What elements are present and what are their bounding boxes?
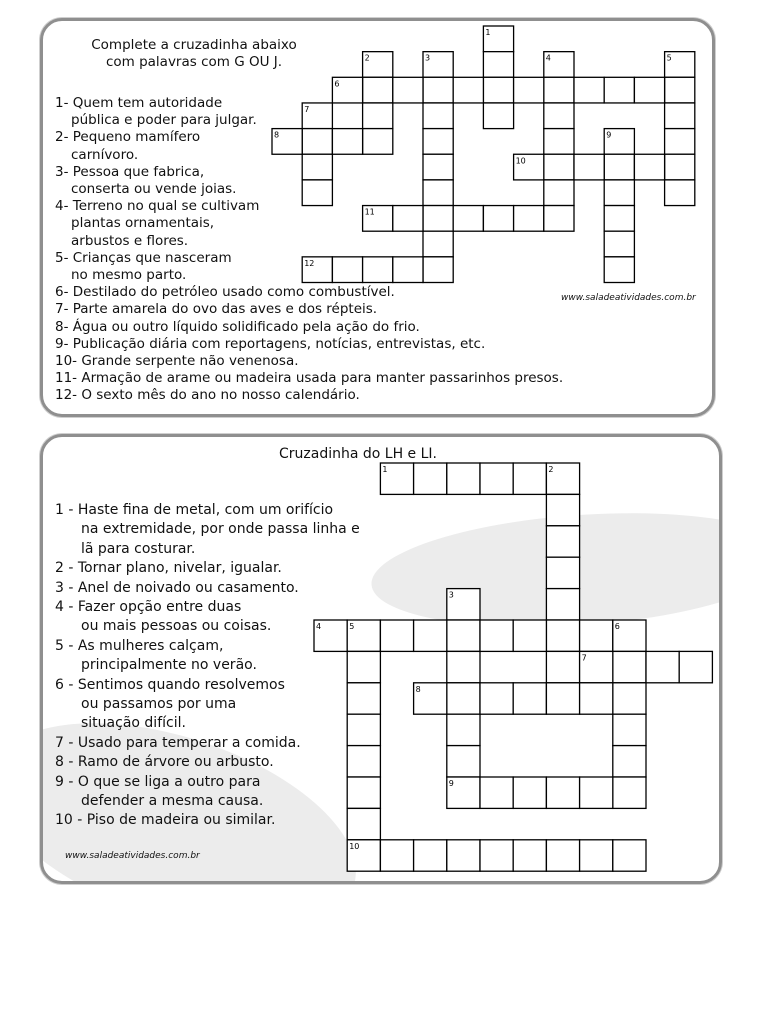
- clue-line: ou mais pessoas ou coisas.: [81, 618, 272, 635]
- crossword-cell[interactable]: [513, 683, 546, 714]
- clue-line: 7 - Usado para temperar a comida.: [55, 734, 301, 751]
- clue-line: 1 - Haste fina de metal, com um orifício: [55, 502, 334, 518]
- clue-number: 7: [304, 104, 310, 114]
- clue-line: 7- Parte amarela do ovo das aves e dos répteis.: [55, 301, 378, 318]
- crossword-cell[interactable]: [513, 777, 546, 808]
- crossword-cell[interactable]: [580, 777, 613, 808]
- site-credit: www.saladeatividades.com.br: [65, 851, 200, 861]
- crossword-cell[interactable]: [447, 683, 480, 714]
- clue-line: 10 - Piso de madeira ou similar.: [55, 812, 276, 829]
- crossword-cell[interactable]: [447, 463, 480, 494]
- clue-line: 5 - As mulheres calçam,: [55, 637, 224, 654]
- clue-line: situação difícil.: [81, 715, 186, 732]
- crossword-cell[interactable]: [380, 620, 413, 651]
- crossword-cell[interactable]: [447, 746, 480, 777]
- crossword-cell[interactable]: [613, 683, 646, 714]
- title-line-1: Complete a cruzadinha abaixo: [91, 37, 297, 53]
- clue-line: 9 - O que se liga a outro para: [55, 773, 261, 790]
- clue-line: 1- Quem tem autoridade: [55, 95, 223, 111]
- crossword-cell[interactable]: [546, 589, 579, 620]
- clue-number: 9: [606, 130, 612, 140]
- crossword-cell[interactable]: [480, 463, 513, 494]
- clue-number: 9: [448, 779, 454, 788]
- crossword-cell[interactable]: [347, 808, 380, 839]
- crossword-cell[interactable]: [580, 840, 613, 871]
- crossword-cell[interactable]: [679, 651, 712, 682]
- clue-line: no mesmo parto.: [71, 267, 187, 283]
- clue-number: 10: [515, 156, 526, 166]
- crossword-cell[interactable]: [546, 651, 579, 682]
- clue-number: 3: [448, 590, 454, 600]
- clue-line: 2 - Tornar plano, nivelar, igualar.: [55, 560, 282, 577]
- clue-number: 3: [425, 53, 431, 63]
- clue-number: 11: [364, 207, 375, 217]
- crossword-cell[interactable]: [613, 777, 646, 808]
- crossword-cell[interactable]: [347, 714, 380, 745]
- crossword-cell[interactable]: [513, 840, 546, 871]
- clue-line: pública e poder para julgar.: [71, 112, 257, 129]
- site-credit: www.saladeatividades.com.br: [561, 293, 696, 303]
- crossword-cell[interactable]: [414, 463, 447, 494]
- clue-number: 8: [415, 684, 421, 694]
- crossword-cell[interactable]: [480, 840, 513, 871]
- clue-number: 6: [614, 622, 620, 631]
- crossword-cell[interactable]: [580, 683, 613, 714]
- crossword-cell[interactable]: [513, 463, 546, 494]
- crossword-cell[interactable]: [613, 746, 646, 777]
- clue-number: 5: [349, 622, 355, 631]
- clue-line: carnívoro.: [71, 146, 139, 163]
- crossword-cell[interactable]: [480, 683, 513, 714]
- crossword-cell[interactable]: [347, 683, 380, 714]
- crossword-cell[interactable]: [480, 620, 513, 651]
- clue-line: 10- Grande serpente não venenosa.: [55, 353, 299, 369]
- crossword-cell[interactable]: [414, 840, 447, 871]
- clue-number: 5: [666, 53, 672, 63]
- clue-number: 12: [304, 258, 315, 268]
- clue-number: 4: [316, 622, 322, 631]
- crossword-cell[interactable]: [546, 526, 579, 557]
- clue-line: 8 - Ramo de árvore ou arbusto.: [55, 754, 274, 771]
- clue-number: 7: [581, 653, 587, 663]
- crossword-cell[interactable]: [447, 840, 480, 871]
- clue-line: 6 - Sentimos quando resolvemos: [55, 676, 285, 693]
- clue-number: 2: [548, 465, 554, 474]
- clue-line: 8- Água ou outro líquido solidificado pela ação do frio.: [55, 318, 420, 335]
- clue-line: lã para costurar.: [81, 540, 196, 557]
- crossword-cell[interactable]: [347, 651, 380, 682]
- crossword-cell[interactable]: [414, 620, 447, 651]
- crossword-cell[interactable]: [546, 683, 579, 714]
- clue-line: 9- Publicação diária com reportagens, notícias, entrevistas, etc.: [55, 335, 486, 352]
- clue-number: 8: [274, 130, 280, 140]
- crossword-cell[interactable]: [380, 840, 413, 871]
- crossword-cell[interactable]: [347, 746, 380, 777]
- crossword-cell[interactable]: [646, 651, 679, 682]
- clue-line: 3 - Anel de noivado ou casamento.: [55, 579, 299, 596]
- crossword-cell[interactable]: [613, 840, 646, 871]
- clue-line: 12- O sexto mês do ano no nosso calendário.: [55, 387, 360, 404]
- clue-number: 6: [334, 79, 340, 89]
- clue-number: 2: [364, 53, 370, 63]
- clue-line: 5- Crianças que nasceram: [55, 249, 232, 266]
- clue-line: 6- Destilado do petróleo usado como combustível.: [55, 284, 395, 301]
- clue-line: na extremidade, por onde passa linha e: [81, 521, 360, 538]
- clue-line: defender a mesma causa.: [81, 793, 264, 809]
- crossword-cell[interactable]: [546, 777, 579, 808]
- clue-number: 1: [485, 28, 491, 37]
- title-line-2: com palavras com G OU J.: [105, 54, 283, 70]
- clue-line: 2- Pequeno mamífero: [55, 129, 201, 146]
- crossword-cell[interactable]: [480, 777, 513, 808]
- worksheet-title: Cruzadinha do LH e LI.: [278, 446, 437, 462]
- crossword-cell[interactable]: [546, 494, 579, 525]
- clue-number: 10: [349, 841, 360, 851]
- clue-line: arbustos e flores.: [71, 232, 189, 249]
- clue-line: plantas ornamentais,: [71, 215, 215, 232]
- clue-line: ou passamos por uma: [81, 696, 237, 712]
- crossword-cell[interactable]: [447, 714, 480, 745]
- clue-line: 4- Terreno no qual se cultivam: [55, 198, 260, 215]
- clue-number: 1: [382, 465, 388, 474]
- crossword-cell[interactable]: [347, 777, 380, 808]
- clue-line: conserta ou vende joias.: [71, 181, 237, 197]
- crossword-cell[interactable]: [546, 557, 579, 588]
- crossword-cell[interactable]: [613, 714, 646, 745]
- clue-number: 4: [545, 53, 551, 63]
- crossword-cell[interactable]: [447, 651, 480, 682]
- crossword-cell[interactable]: [447, 620, 480, 651]
- crossword-cell[interactable]: [546, 620, 579, 651]
- crossword-cell[interactable]: [513, 620, 546, 651]
- crossword-cell[interactable]: [546, 840, 579, 871]
- clue-line: 3- Pessoa que fabrica,: [55, 163, 205, 180]
- clue-line: principalmente no verão.: [81, 657, 257, 674]
- crossword-cell[interactable]: [580, 620, 613, 651]
- clue-line: 11- Armação de arame ou madeira usada para manter passarinhos presos.: [55, 370, 564, 387]
- crossword-cell[interactable]: [613, 651, 646, 682]
- clue-line: 4 - Fazer opção entre duas: [55, 599, 242, 615]
